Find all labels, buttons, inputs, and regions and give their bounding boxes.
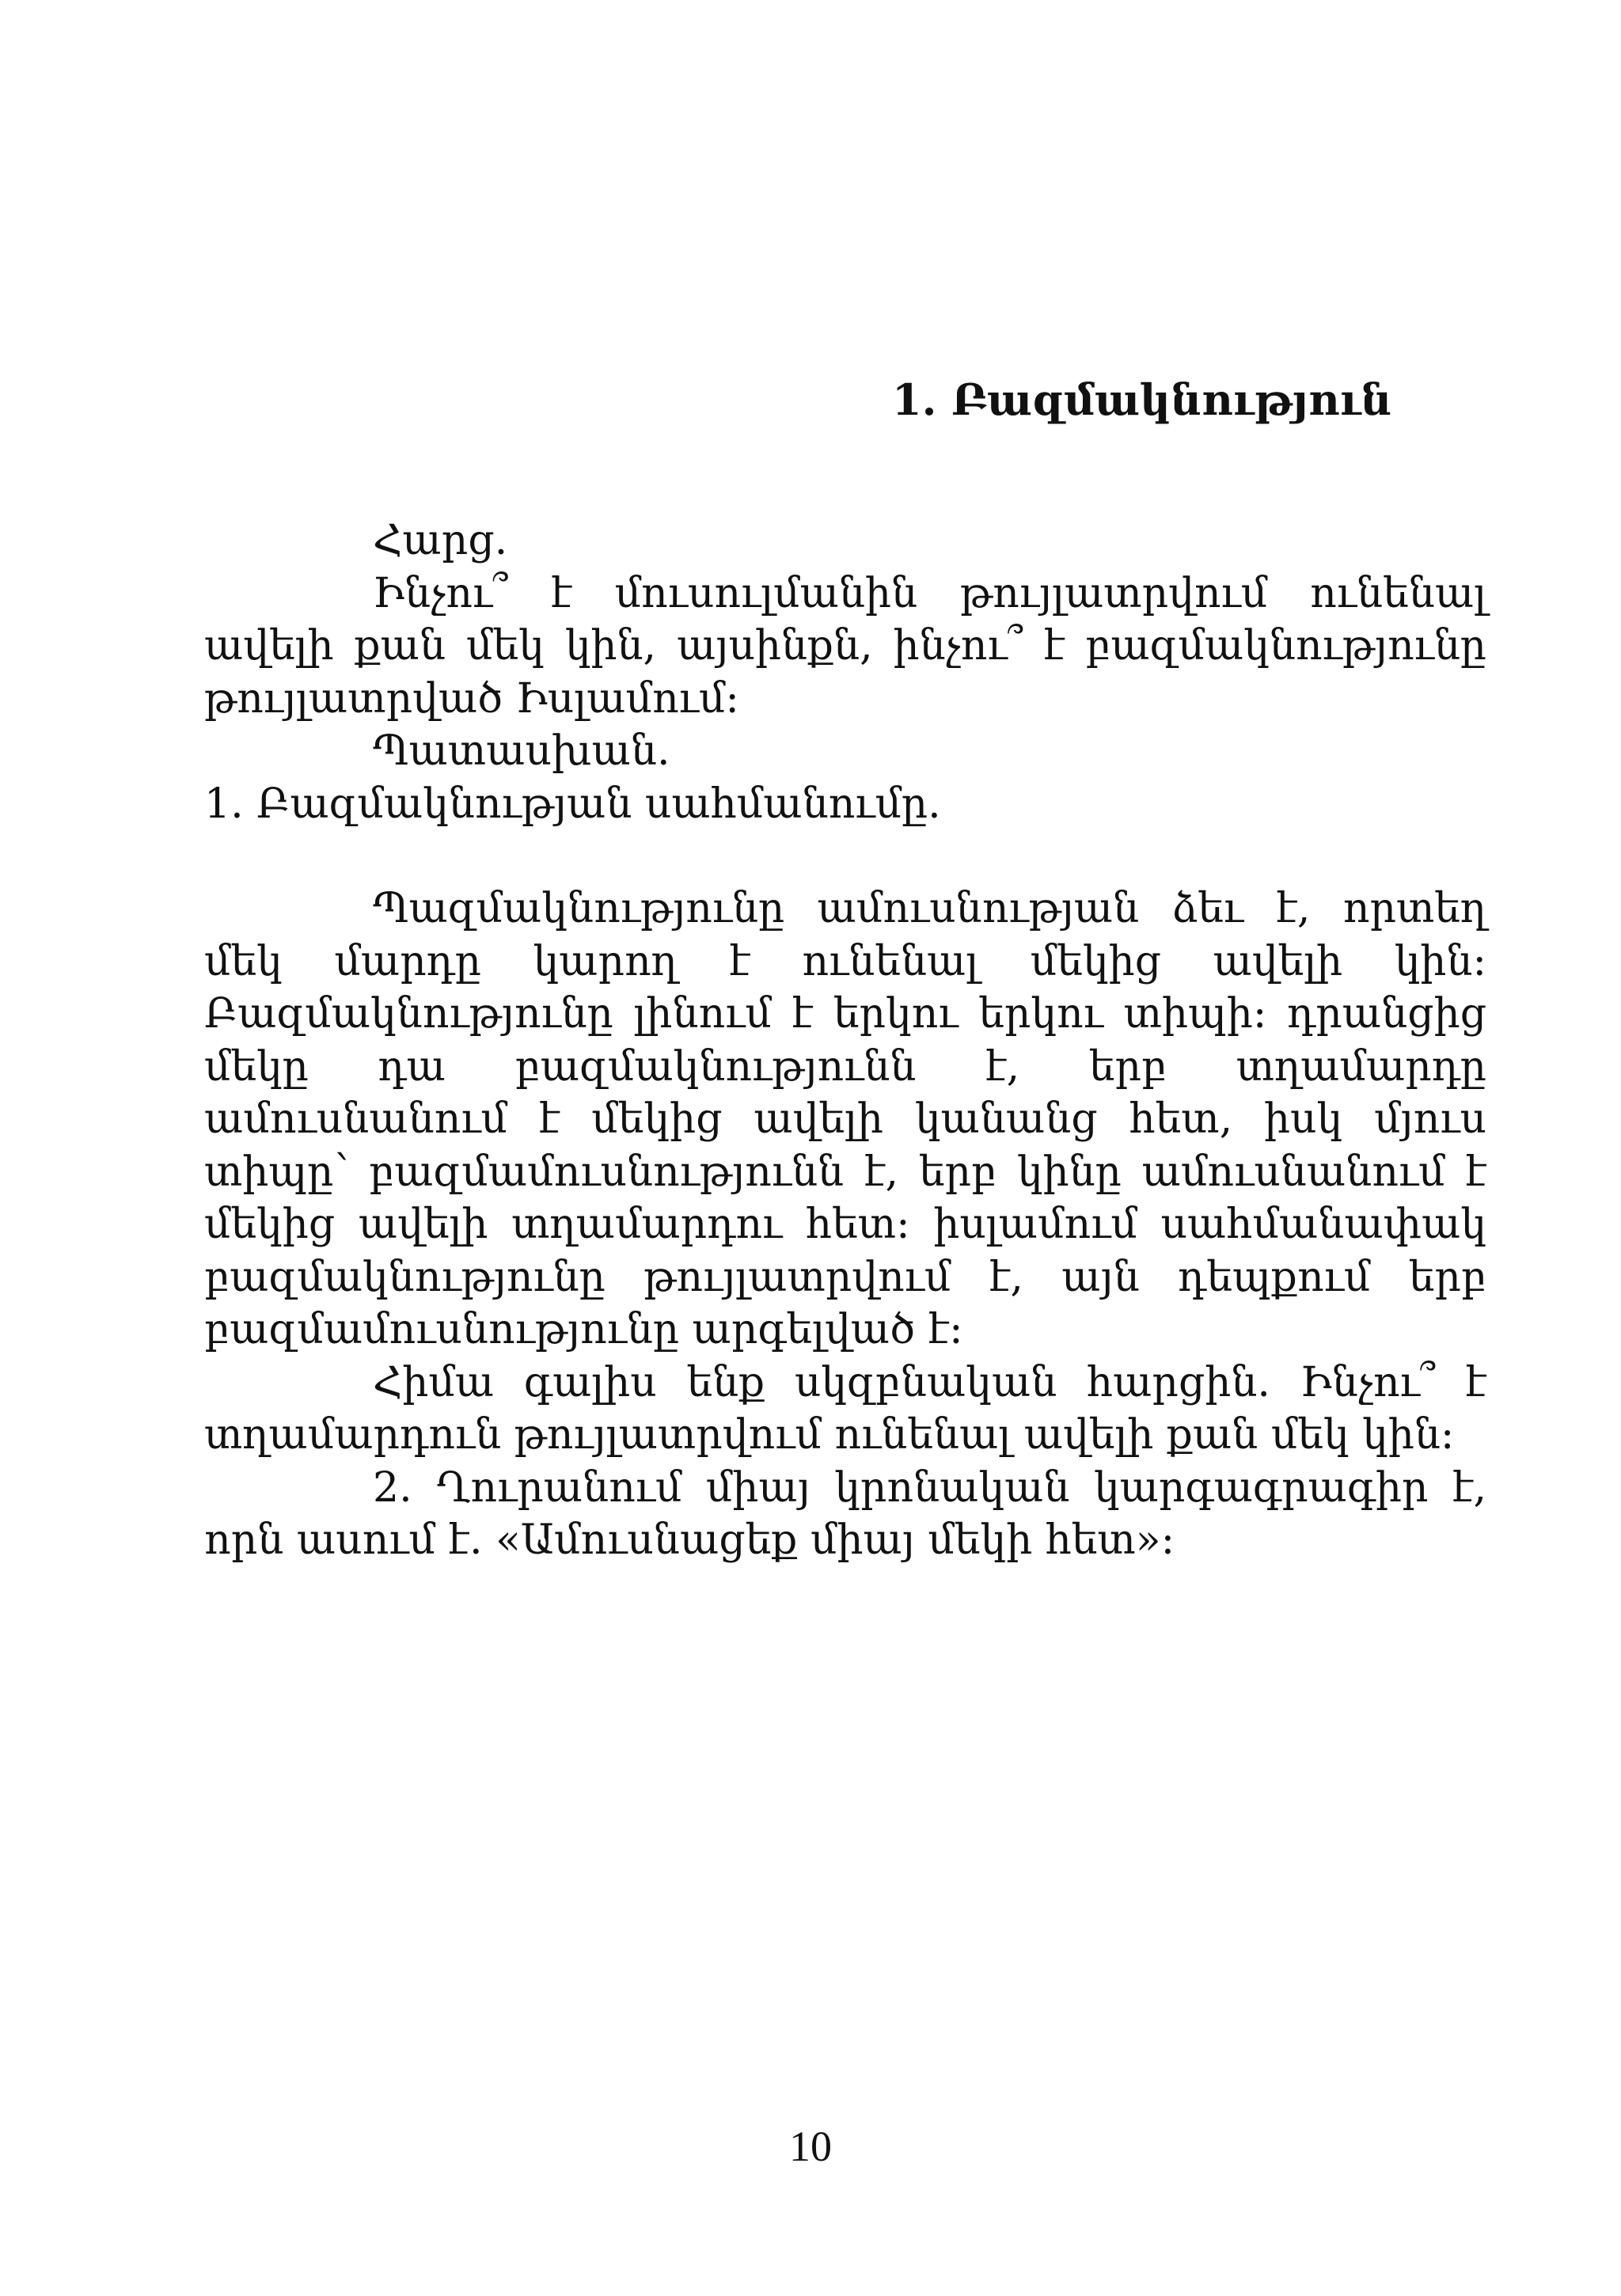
- chapter-title: 1. Բազմակնություն: [892, 374, 1392, 425]
- question-paragraph: Ինչու՞ է մուսուլմանին թույլատրվում ունենալ ավելի քան մեկ կին, այսինքն, ինչու՞ է բազմակնությունը թույլատրված Իսլամում:: [204, 569, 1486, 723]
- paragraph-spacer: [204, 830, 1486, 882]
- section-heading: 1. Բազմակնության սահմանումը.: [204, 780, 941, 828]
- body-text: [204, 514, 1486, 1567]
- original-question-paragraph: Հիմա գալիս ենք սկզբնական հարցին. Ինչու՞ է տղամարդուն թույլատրվում ունենալ ավելի քան մեկ կին:: [204, 1358, 1486, 1459]
- quran-paragraph: 2. Ղուրանում միայ կրոնական կարգագրագիր է, որն ասում է. «Ամուսնացեք միայ մեկի հետ»:: [204, 1463, 1486, 1564]
- question-label: Հարց.: [373, 517, 508, 564]
- definition-paragraph: Պազմակնությունը ամուսնության ձեւ է, որտեղ մեկ մարդը կարող է ունենալ մեկից ավելի կին: Բազմակնությունը լինում է երկու երկու տիպի: դրանցից մեկը դա բազմակնությունն է, երբ տղամարդը ամուսնանում է մեկից ավելի կանանց հետ, իսկ մյուս տիպը՝ բազմամուսնությունն է, երբ կինը ամուսնանում է մեկից ավելի տղամարդու հետ: իսլամում սահմանափակ բազմակնությունը թույլատրվում է, այն դեպքում երբ բազմամուսնությունը արգելված է:: [204, 885, 1486, 1353]
- page-number: 10: [789, 2123, 832, 2170]
- answer-label: Պատասխան.: [373, 727, 670, 775]
